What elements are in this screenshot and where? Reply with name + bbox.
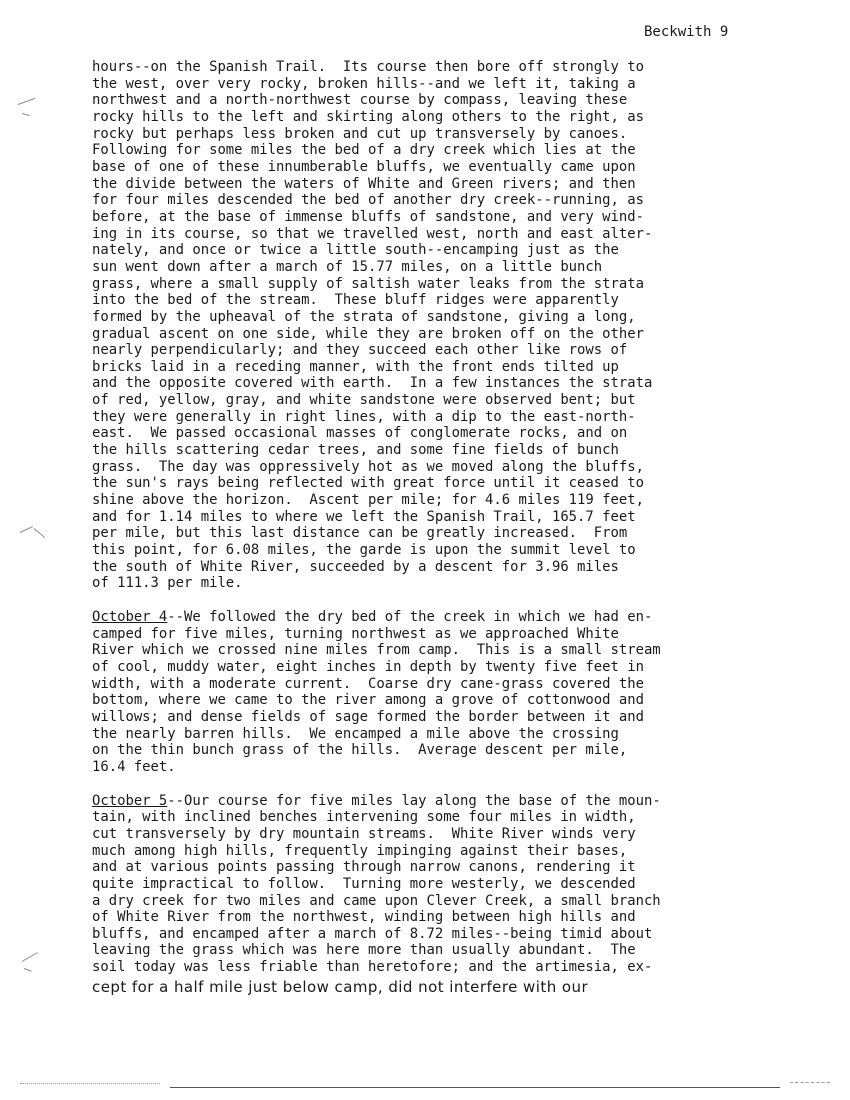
text-line: rocky but perhaps less broken and cut up transversely by canoes. [92,125,628,142]
paragraph-spanish-trail [92,59,812,592]
text-line: grass. The day was oppressively hot as we moved along the bluffs, [92,458,644,475]
text-line: this point, for 6.08 miles, the garde is upon the summit level to [92,542,636,559]
paragraph-first-line [92,793,812,810]
text-line: willows; and dense fields of sage formed the border between it and [92,708,644,725]
text-line: northwest and a north-northwest course by compass, leaving these [92,92,628,109]
text-line: of White River from the northwest, winding between high hills and [92,909,636,926]
text-line: before, at the base of immense bluffs of sandstone, and very wind- [92,208,644,225]
text-line: a dry creek for two miles and came upon Clever Creek, a small branch [92,892,661,909]
text-line: per mile, but this last distance can be greatly increased. From [92,525,628,542]
date-heading-october-5: October 5 [92,792,168,809]
text-line: ing in its course, so that we travelled west, north and east alter- [92,225,653,242]
margin-mark [22,952,38,962]
text-line: and the opposite covered with earth. In a few instances the strata [92,375,653,392]
text-line: hours--on the Spanish Trail. Its course then bore off strongly to [92,59,644,75]
text-line: grass, where a small supply of saltish water leaks from the strata [92,275,644,292]
text-line: east. We passed occasional masses of conglomerate rocks, and on [92,425,628,442]
text-line: the sun's rays being reflected with great force until it ceased to [92,475,644,492]
margin-mark [20,526,33,533]
margin-mark [34,528,45,538]
text-line: 16.4 feet. [92,758,176,775]
text-line: rocky hills to the left and skirting along others to the right, as [92,108,644,125]
text-line: the nearly barren hills. We encamped a mile above the crossing [92,725,619,742]
text-line: bricks laid in a receding manner, with the front ends tilted up [92,358,619,375]
text-line: for four miles descended the bed of another dry creek--running, as [92,192,644,209]
text-line: the divide between the waters of White and Green rivers; and then [92,175,636,192]
text-line: cut transversely by dry mountain streams. White River winds very [92,825,636,842]
margin-mark [18,98,35,105]
text-line: on the thin bunch grass of the hills. Average descent per mile, [92,742,628,759]
margin-mark [22,113,30,116]
text-line: soil today was less friable than heretofore; and the artimesia, ex- [92,959,653,976]
text-line: the south of White River, succeeded by a descent for 3.96 miles [92,558,619,575]
margin-mark [24,968,32,972]
text-line: and at various points passing through narrow canons, rendering it [92,859,636,876]
text-line: sun went down after a march of 15.77 miles, on a little bunch [92,258,603,275]
text-line: shine above the horizon. Ascent per mile; for 4.6 miles 119 feet, [92,492,644,509]
text-line: tain, with inclined benches intervening some four miles in width, [92,809,636,826]
text-line: the west, over very rocky, broken hills--and we left it, taking a [92,75,636,92]
text-line: River which we crossed nine miles from camp. This is a small stream [92,642,661,659]
text-line: and for 1.14 miles to where we left the Spanish Trail, 165.7 feet [92,508,636,525]
text-line: the hills scattering cedar trees, and some fine fields of bunch [92,442,619,459]
text-line: into the bed of the stream. These bluff ridges were apparently [92,292,619,309]
text-line: of cool, muddy water, eight inches in depth by twenty five feet in [92,658,644,675]
date-heading-october-4: October 4 [92,609,168,625]
bottom-rule [170,1087,780,1088]
text-line: formed by the upheaval of the strata of sandstone, giving a long, [92,308,636,325]
text-line: leaving the grass which was here more than usually abundant. The [92,942,636,959]
text-line: nearly perpendicularly; and they succeed each other like rows of [92,342,628,359]
final-line: cept for a half mile just below camp, did not interfere with our [92,977,589,996]
text-line: of 111.3 per mile. [92,575,243,592]
paragraph-october-4 [92,609,812,776]
text-line: bluffs, and encamped after a march of 8.72 miles--being timid about [92,925,653,942]
text-line: gradual ascent on one side, while they are broken off on the other [92,325,644,342]
first-line-text: --We followed the dry bed of the creek in which we had en- [167,609,653,625]
paragraph-first-line [92,609,812,626]
text-line: bottom, where we came to the river among a grove of cottonwood and [92,692,644,709]
text-line: they were generally in right lines, with a dip to the east-north- [92,408,636,425]
scan-edge-dots [790,1082,830,1083]
text-line: nately, and once or twice a little south--encamping just as the [92,242,619,259]
document-body [92,59,812,995]
text-line: quite impractical to follow. Turning more westerly, we descended [92,875,636,892]
text-line: camped for five miles, turning northwest as we approached White [92,625,619,642]
first-line-text: --Our course for five miles lay along the base of the moun- [167,792,661,809]
text-line: width, with a moderate current. Coarse dry cane-grass covered the [92,675,644,692]
text-line: of red, yellow, gray, and white sandstone were observed bent; but [92,392,636,409]
paragraph-october-5 [92,793,812,976]
text-line: base of one of these innumberable bluffs, we eventually came upon [92,158,636,175]
scan-edge-dots [20,1083,160,1084]
text-line: Following for some miles the bed of a dry creek which lies at the [92,142,636,159]
page-header: Beckwith 9 [644,24,729,40]
text-line: much among high hills, frequently impinging against their bases, [92,842,628,859]
